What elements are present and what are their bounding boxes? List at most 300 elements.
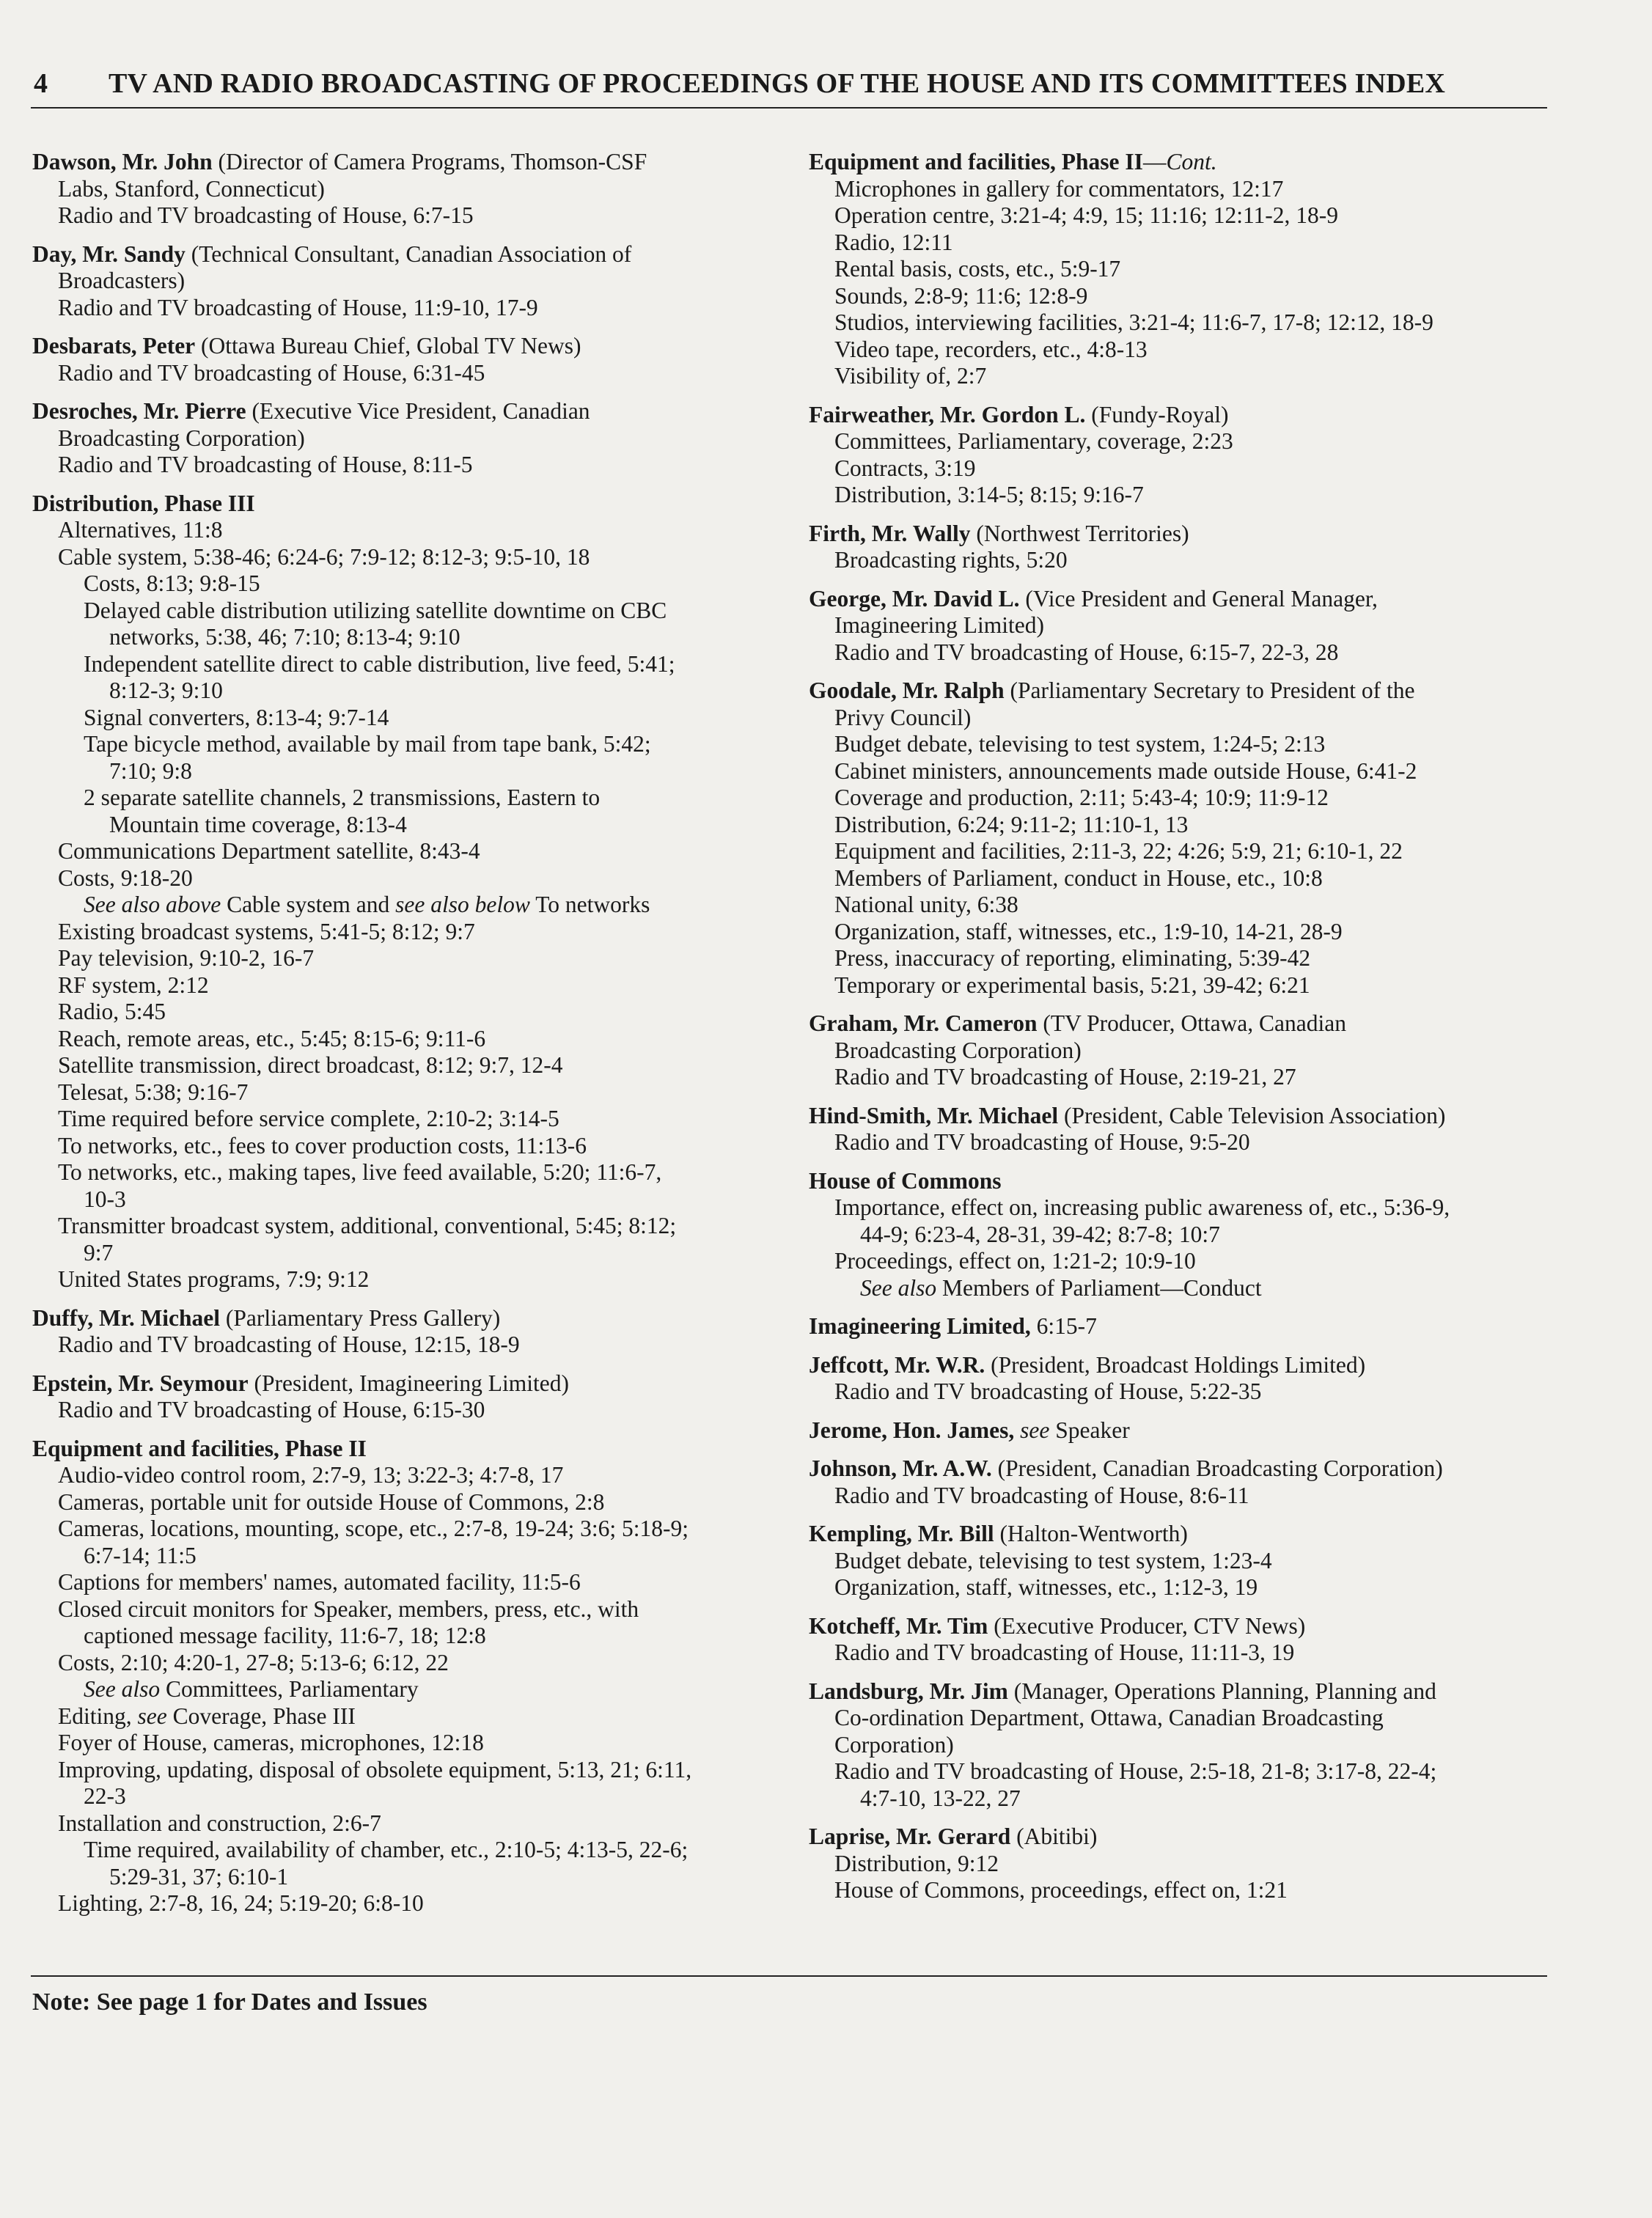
entry-subheading — [32, 731, 799, 758]
entry-text: Transmitter broadcast system, additional, conventional, 5:45; 8:12; — [58, 1213, 677, 1238]
entry-text: (Technical Consultant, Canadian Association of — [185, 240, 632, 267]
entry-text: 44-9; 6:23-4, 28-31, 39-42; 8:7-8; 10:7 — [860, 1221, 1220, 1247]
entry-text: 2 separate satellite channels, 2 transmissions, Eastern to — [84, 785, 601, 810]
entry-subheading — [809, 1639, 1575, 1667]
index-entry — [32, 398, 799, 479]
entry-text: Imagineering Limited) — [834, 612, 1045, 638]
entry-heading — [809, 1168, 1575, 1195]
entry-text: Co-ordination Department, Ottawa, Canadian Broadcasting — [834, 1705, 1384, 1730]
entry-text: Broadcasting Corporation) — [834, 1037, 1082, 1063]
entry-subheading — [32, 1864, 799, 1891]
entry-subheading — [32, 295, 799, 322]
entry-term: House of Commons — [809, 1167, 1002, 1194]
entry-text: Telesat, 5:38; 9:16-7 — [58, 1079, 249, 1105]
entry-text: Sounds, 2:8-9; 11:6; 12:8-9 — [834, 282, 1088, 309]
entry-text: (Northwest Territories) — [970, 520, 1189, 546]
entry-text: Broadcasting rights, 5:20 — [834, 547, 1068, 573]
entry-subheading — [32, 1650, 799, 1677]
entry-text: Costs, 8:13; 9:8-15 — [84, 570, 260, 596]
index-entry — [809, 677, 1575, 999]
entry-heading — [32, 149, 799, 176]
entry-subheading — [32, 1397, 799, 1424]
entry-text: Radio and TV broadcasting of House, 8:11-5 — [58, 452, 473, 477]
entry-subheading — [32, 1810, 799, 1837]
entry-subheading — [809, 892, 1575, 919]
entry-subheading — [32, 1623, 799, 1650]
entry-subheading — [32, 785, 799, 812]
entry-text: Radio and TV broadcasting of House, 6:15-30 — [58, 1397, 485, 1422]
entry-text: (Executive Producer, CTV News) — [988, 1612, 1306, 1639]
entry-subheading — [809, 1248, 1575, 1275]
entry-text: Organization, staff, witnesses, etc., 1:12-3, 19 — [834, 1574, 1258, 1600]
entry-heading — [809, 1613, 1575, 1640]
entry-text: Signal converters, 8:13-4; 9:7-14 — [84, 704, 389, 730]
entry-subheading — [809, 363, 1575, 390]
entry-subheading — [809, 1275, 1575, 1302]
index-entry — [809, 1417, 1575, 1444]
entry-subheading — [809, 1064, 1575, 1091]
entry-text: Distribution, 9:12 — [834, 1850, 999, 1876]
entry-subheading — [32, 919, 799, 946]
entry-text: Importance, effect on, increasing public awareness of, etc., 5:36-9, — [834, 1194, 1450, 1220]
entry-heading — [809, 1521, 1575, 1548]
index-entry — [809, 1103, 1575, 1156]
entry-text: (TV Producer, Ottawa, Canadian — [1037, 1010, 1346, 1036]
entry-text: Broadcasters) — [58, 268, 186, 293]
entry-subheading — [809, 1877, 1575, 1904]
index-entry — [809, 1455, 1575, 1509]
entry-term: Firth, Mr. Wally — [809, 520, 971, 546]
entry-text: Radio and TV broadcasting of House, 2:19-21, 27 — [834, 1064, 1296, 1090]
entry-text: Committees, Parliamentary, coverage, 2:23 — [834, 428, 1233, 454]
entry-subheading — [809, 945, 1575, 972]
index-entry — [809, 149, 1575, 390]
entry-text: Contracts, 3:19 — [834, 455, 976, 481]
entry-text: Distribution, 6:24; 9:11-2; 11:10-1, 13 — [834, 811, 1189, 837]
entry-text: Privy Council) — [834, 704, 972, 730]
index-entry — [32, 1305, 799, 1359]
entry-term: Desroches, Mr. Pierre — [32, 398, 246, 424]
entry-text: Broadcasting Corporation) — [58, 425, 305, 451]
entry-subheading — [32, 1703, 799, 1730]
entry-text: 8:12-3; 9:10 — [109, 677, 223, 703]
entry-subheading — [809, 256, 1575, 283]
entry-subheading — [32, 517, 799, 544]
entry-subheading — [809, 919, 1575, 946]
entry-heading — [32, 491, 799, 518]
entry-subheading — [32, 598, 799, 625]
entry-subheading — [32, 1106, 799, 1133]
entry-text: Radio and TV broadcasting of House, 12:15, 18-9 — [58, 1332, 520, 1357]
entry-text: 9:7 — [84, 1239, 114, 1266]
entry-subheading — [809, 865, 1575, 892]
entry-heading — [32, 398, 799, 425]
entry-text: House of Commons, proceedings, effect on, 1:21 — [834, 1877, 1288, 1903]
cross-reference: See also — [84, 1676, 161, 1702]
entry-subheading — [809, 1548, 1575, 1575]
index-entry — [32, 491, 799, 1293]
entry-term: Landsburg, Mr. Jim — [809, 1678, 1008, 1704]
entry-text: Corporation) — [834, 1731, 954, 1758]
entry-text: Radio and TV broadcasting of House, 6:7-15 — [58, 202, 474, 228]
entry-text: Radio and TV broadcasting of House, 6:15-7, 22-3, 28 — [834, 639, 1339, 665]
entry-text: (Parliamentary Press Gallery) — [220, 1304, 501, 1331]
entry-text: Radio and TV broadcasting of House, 9:5-20 — [834, 1129, 1250, 1155]
entry-subheading — [809, 455, 1575, 482]
entry-text: National unity, 6:38 — [834, 892, 1018, 917]
entry-term: Desbarats, Peter — [32, 333, 196, 359]
entry-subheading — [32, 945, 799, 972]
entry-text: Radio and TV broadcasting of House, 5:22-35 — [834, 1378, 1262, 1404]
entry-text: Time required, availability of chamber, etc., 2:10-5; 4:13-5, 22-6; — [84, 1837, 689, 1862]
entry-subheading — [809, 758, 1575, 785]
entry-text: To networks, etc., making tapes, live feed available, 5:20; 11:6-7, — [58, 1159, 662, 1185]
entry-term: Jeffcott, Mr. W.R. — [809, 1351, 985, 1378]
entry-text: Video tape, recorders, etc., 4:8-13 — [834, 336, 1148, 362]
entry-heading — [32, 1436, 799, 1463]
entry-heading — [809, 402, 1575, 429]
entry-term: Epstein, Mr. Seymour — [32, 1370, 249, 1396]
cross-reference: see — [137, 1703, 167, 1729]
cross-reference: See also — [860, 1274, 937, 1301]
footer-note: Note: See page 1 for Dates and Issues — [32, 1989, 427, 2016]
entry-text: (Halton-Wentworth) — [994, 1521, 1188, 1546]
entry-text: Costs, 9:18-20 — [58, 864, 193, 891]
entry-heading — [809, 1352, 1575, 1379]
entry-subheading — [809, 1222, 1575, 1249]
entry-subheading — [809, 482, 1575, 509]
entry-text: Existing broadcast systems, 5:41-5; 8:12; 9:7 — [58, 918, 475, 944]
cross-reference: Cont. — [1166, 149, 1217, 175]
entry-term: Johnson, Mr. A.W. — [809, 1455, 992, 1481]
entry-subheading — [809, 309, 1575, 337]
entry-term: Day, Mr. Sandy — [32, 240, 186, 267]
entry-heading — [32, 241, 799, 268]
entry-subheading — [809, 812, 1575, 839]
entry-text: Organization, staff, witnesses, etc., 1:9-10, 14-21, 28-9 — [834, 918, 1343, 944]
entry-text: Editing, — [58, 1703, 138, 1729]
entry-subheading — [809, 283, 1575, 310]
entry-text: 6:15-7 — [1030, 1313, 1097, 1339]
entry-subheading — [809, 547, 1575, 574]
entry-text: Radio and TV broadcasting of House, 2:5-18, 21-8; 3:17-8, 22-4; — [834, 1758, 1437, 1784]
entry-subheading — [32, 1462, 799, 1489]
entry-text: 7:10; 9:8 — [109, 757, 192, 784]
entry-subheading — [809, 612, 1575, 639]
entry-subheading — [809, 1705, 1575, 1732]
index-entry — [809, 1313, 1575, 1340]
entry-text: 6:7-14; 11:5 — [84, 1542, 197, 1568]
entry-text: Costs, 2:10; 4:20-1, 27-8; 5:13-6; 6:12, 22 — [58, 1649, 449, 1675]
entry-term: Jerome, Hon. James, — [809, 1417, 1015, 1443]
entry-text: Satellite transmission, direct broadcast, 8:12; 9:7, 12-4 — [58, 1052, 563, 1078]
entry-term: Equipment and facilities, Phase II — [32, 1435, 367, 1461]
entry-subheading — [32, 812, 799, 839]
entry-text: Operation centre, 3:21-4; 4:9, 15; 11:16; 12:11-2, 18-9 — [834, 202, 1339, 228]
entry-text: United States programs, 7:9; 9:12 — [58, 1266, 370, 1292]
entry-text: (President, Broadcast Holdings Limited) — [985, 1351, 1366, 1378]
entry-text: (President, Canadian Broadcasting Corporation) — [991, 1455, 1443, 1481]
entry-subheading — [32, 865, 799, 892]
index-entry — [809, 402, 1575, 509]
cross-reference: See also above — [84, 892, 221, 917]
entry-heading — [32, 333, 799, 360]
entry-subheading — [809, 176, 1575, 203]
entry-text: Microphones in gallery for commentators, 12:17 — [834, 175, 1284, 202]
index-entry — [809, 1352, 1575, 1406]
entry-subheading — [32, 176, 799, 203]
entry-text: Members of Parliament, conduct in House, etc., 10:8 — [834, 864, 1323, 891]
entry-text: — — [1142, 149, 1167, 175]
entry-subheading — [809, 428, 1575, 455]
entry-term: Goodale, Mr. Ralph — [809, 677, 1005, 703]
entry-text: 4:7-10, 13-22, 27 — [860, 1785, 1021, 1811]
entry-subheading — [809, 1785, 1575, 1813]
entry-subheading — [32, 1757, 799, 1784]
entry-text: Radio and TV broadcasting of House, 11:11-3, 19 — [834, 1639, 1295, 1665]
entry-text: Proceedings, effect on, 1:21-2; 10:9-10 — [834, 1248, 1196, 1274]
entry-heading — [809, 677, 1575, 705]
entry-term: Laprise, Mr. Gerard — [809, 1824, 1011, 1849]
entry-text: (Parliamentary Secretary to President of the — [1004, 677, 1415, 703]
entry-term: George, Mr. David L. — [809, 585, 1020, 612]
entry-text: Press, inaccuracy of reporting, eliminating, 5:39-42 — [834, 945, 1311, 971]
entry-subheading — [809, 639, 1575, 666]
index-entry — [809, 1521, 1575, 1601]
entry-term: Fairweather, Mr. Gordon L. — [809, 401, 1086, 427]
entry-text: captioned message facility, 11:6-7, 18; 12:8 — [84, 1623, 486, 1648]
entry-text: Alternatives, 11:8 — [58, 517, 223, 543]
entry-term: Equipment and facilities, Phase II — [809, 149, 1143, 175]
entry-subheading — [32, 892, 799, 919]
entry-text: Labs, Stanford, Connecticut) — [58, 175, 325, 202]
entry-text: networks, 5:38, 46; 7:10; 8:13-4; 9:10 — [109, 624, 460, 650]
entry-heading — [32, 1370, 799, 1398]
entry-text: Cable system, 5:38-46; 6:24-6; 7:9-12; 8:12-3; 9:5-10, 18 — [58, 543, 590, 570]
entry-text: Budget debate, televising to test system, 1:24-5; 2:13 — [834, 731, 1326, 757]
running-header — [34, 67, 1546, 106]
index-column-left — [32, 149, 799, 1929]
entry-heading — [32, 1305, 799, 1332]
entry-text: Cable system and — [221, 892, 396, 917]
index-column-right — [809, 149, 1575, 1916]
entry-subheading — [32, 1569, 799, 1596]
entry-subheading — [809, 1038, 1575, 1065]
index-entry — [32, 1436, 799, 1917]
index-entry — [809, 1824, 1575, 1904]
entry-subheading — [32, 1079, 799, 1106]
entry-text: Independent satellite direct to cable distribution, live feed, 5:41; — [84, 650, 675, 677]
entry-subheading — [32, 1240, 799, 1267]
entry-text: 5:29-31, 37; 6:10-1 — [109, 1863, 289, 1890]
index-entry — [809, 586, 1575, 666]
entry-text: Equipment and facilities, 2:11-3, 22; 4:26; 5:9, 21; 6:10-1, 22 — [834, 838, 1403, 864]
entry-heading — [809, 1010, 1575, 1038]
entry-text: (Executive Vice President, Canadian — [246, 398, 590, 424]
index-entry — [32, 1370, 799, 1424]
entry-text: Lighting, 2:7-8, 16, 24; 5:19-20; 6:8-10 — [58, 1890, 424, 1916]
entry-subheading — [809, 229, 1575, 257]
entry-subheading — [32, 1026, 799, 1053]
entry-text: (Manager, Operations Planning, Planning and — [1007, 1678, 1436, 1704]
entry-subheading — [32, 268, 799, 295]
entry-term: Graham, Mr. Cameron — [809, 1010, 1038, 1036]
entry-heading — [809, 149, 1575, 176]
entry-text: Radio, 5:45 — [58, 999, 166, 1024]
entry-subheading — [32, 651, 799, 678]
index-entry — [32, 333, 799, 386]
entry-subheading — [32, 1213, 799, 1240]
entry-subheading — [809, 1378, 1575, 1406]
entry-text: Members of Parliament—Conduct — [936, 1274, 1262, 1301]
entry-subheading — [32, 999, 799, 1026]
entry-text: 22-3 — [84, 1783, 126, 1809]
entry-heading — [809, 1678, 1575, 1705]
entry-term: Imagineering Limited, — [809, 1313, 1031, 1339]
entry-subheading — [32, 705, 799, 732]
entry-subheading — [32, 570, 799, 598]
cross-reference: see — [1020, 1417, 1050, 1443]
index-entry — [32, 241, 799, 322]
entry-text: Radio, 12:11 — [834, 229, 953, 255]
entry-term: Kempling, Mr. Bill — [809, 1521, 994, 1546]
entry-text: Committees, Parliamentary — [160, 1676, 419, 1702]
entry-subheading — [809, 337, 1575, 364]
index-entry — [32, 149, 799, 229]
entry-text: Tape bicycle method, available by mail from tape bank, 5:42; — [84, 731, 651, 757]
entry-subheading — [809, 1851, 1575, 1878]
entry-text: Studios, interviewing facilities, 3:21-4; 11:6-7, 17-8; 12:12, 18-9 — [834, 309, 1433, 335]
entry-subheading — [809, 1732, 1575, 1759]
entry-subheading — [809, 1483, 1575, 1510]
entry-term: Duffy, Mr. Michael — [32, 1304, 221, 1331]
entry-subheading — [32, 452, 799, 479]
entry-subheading — [32, 1159, 799, 1186]
entry-heading — [809, 1417, 1575, 1444]
entry-term: Distribution, Phase III — [32, 490, 255, 516]
entry-subheading — [809, 1758, 1575, 1785]
entry-subheading — [809, 1194, 1575, 1222]
entry-text: Speaker — [1049, 1417, 1130, 1443]
entry-subheading — [809, 785, 1575, 812]
entry-text: (Fundy-Royal) — [1085, 401, 1229, 427]
entry-subheading — [809, 1574, 1575, 1601]
entry-text: Time required before service complete, 2:10-2; 3:14-5 — [58, 1106, 559, 1131]
index-entry — [809, 1168, 1575, 1302]
entry-subheading — [809, 972, 1575, 999]
entry-text: Communications Department satellite, 8:43-4 — [58, 838, 480, 864]
entry-text: Rental basis, costs, etc., 5:9-17 — [834, 256, 1121, 282]
entry-text: Coverage and production, 2:11; 5:43-4; 10:9; 11:9-12 — [834, 785, 1329, 810]
entry-text: Radio and TV broadcasting of House, 8:6-11 — [834, 1482, 1249, 1508]
entry-text: Coverage, Phase III — [166, 1703, 356, 1729]
entry-text: (Director of Camera Programs, Thomson-CSF — [212, 149, 647, 175]
entry-heading — [809, 586, 1575, 613]
entry-subheading — [32, 202, 799, 229]
entry-text: Reach, remote areas, etc., 5:45; 8:15-6; 9:11-6 — [58, 1025, 486, 1051]
entry-subheading — [32, 1596, 799, 1623]
entry-subheading — [32, 1052, 799, 1079]
entry-text: Cameras, locations, mounting, scope, etc., 2:7-8, 19-24; 3:6; 5:18-9; — [58, 1516, 689, 1541]
entry-text: (Ottawa Bureau Chief, Global TV News) — [195, 333, 581, 359]
entry-text: Radio and TV broadcasting of House, 6:31-45 — [58, 359, 485, 386]
entry-subheading — [32, 1489, 799, 1516]
entry-subheading — [32, 1837, 799, 1864]
entry-text: Pay television, 9:10-2, 16-7 — [58, 945, 315, 971]
entry-term: Dawson, Mr. John — [32, 149, 213, 175]
entry-subheading — [809, 731, 1575, 758]
running-head-title: TV AND RADIO BROADCASTING OF PROCEEDINGS OF THE HOUSE AND ITS COMMITTEES INDEX — [109, 68, 1446, 99]
entry-text: To networks, etc., fees to cover production costs, 11:13-6 — [58, 1132, 587, 1158]
entry-subheading — [32, 972, 799, 999]
footer-rule — [31, 1975, 1547, 1977]
entry-text: 10-3 — [84, 1186, 126, 1212]
entry-text: Distribution, 3:14-5; 8:15; 9:16-7 — [834, 482, 1144, 507]
entry-text — [1014, 1417, 1020, 1443]
entry-subheading — [32, 758, 799, 785]
entry-text: Radio and TV broadcasting of House, 11:9-10, 17-9 — [58, 294, 538, 320]
header-rule — [31, 107, 1547, 109]
entry-heading — [809, 1103, 1575, 1130]
entry-subheading — [809, 705, 1575, 732]
entry-subheading — [32, 1783, 799, 1810]
entry-term: Hind-Smith, Mr. Michael — [809, 1102, 1059, 1128]
entry-subheading — [32, 1266, 799, 1293]
entry-text: Mountain time coverage, 8:13-4 — [109, 811, 407, 837]
entry-subheading — [32, 838, 799, 865]
entry-subheading — [32, 1186, 799, 1213]
entry-text: Visibility of, 2:7 — [834, 363, 987, 389]
entry-subheading — [32, 1676, 799, 1703]
entry-subheading — [809, 838, 1575, 865]
entry-subheading — [32, 1543, 799, 1570]
entry-subheading — [809, 1129, 1575, 1156]
entry-heading — [809, 1313, 1575, 1340]
entry-subheading — [809, 202, 1575, 229]
entry-text: Cameras, portable unit for outside House of Commons, 2:8 — [58, 1488, 605, 1515]
cross-reference: see also below — [395, 892, 530, 917]
entry-text: Cabinet ministers, announcements made outside House, 6:41-2 — [834, 757, 1417, 784]
entry-heading — [809, 1824, 1575, 1851]
entry-text: Installation and construction, 2:6-7 — [58, 1810, 381, 1836]
entry-subheading — [32, 425, 799, 452]
entry-text: (Vice President and General Manager, — [1019, 585, 1378, 612]
entry-subheading — [32, 1516, 799, 1543]
entry-text: Budget debate, televising to test system, 1:23-4 — [834, 1547, 1272, 1573]
entry-term: Kotcheff, Mr. Tim — [809, 1612, 988, 1639]
index-entry — [809, 1678, 1575, 1813]
entry-text: Foyer of House, cameras, microphones, 12:18 — [58, 1730, 484, 1755]
entry-subheading — [32, 677, 799, 705]
entry-subheading — [32, 1332, 799, 1359]
entry-subheading — [32, 1133, 799, 1160]
entry-subheading — [32, 544, 799, 571]
entry-heading — [809, 1455, 1575, 1483]
entry-text: Captions for members' names, automated facility, 11:5-6 — [58, 1569, 581, 1595]
entry-text: Audio-video control room, 2:7-9, 13; 3:22-3; 4:7-8, 17 — [58, 1462, 564, 1488]
entry-text: To networks — [529, 892, 650, 917]
entry-text: Temporary or experimental basis, 5:21, 39-42; 6:21 — [834, 972, 1310, 998]
index-entry — [809, 1010, 1575, 1091]
entry-text: Closed circuit monitors for Speaker, members, press, etc., with — [58, 1595, 639, 1622]
entry-subheading — [32, 1730, 799, 1757]
entry-text: Delayed cable distribution utilizing satellite downtime on CBC — [84, 597, 667, 623]
entry-heading — [809, 521, 1575, 548]
entry-subheading — [32, 624, 799, 651]
entry-text: (President, Imagineering Limited) — [248, 1370, 569, 1396]
index-entry — [809, 1613, 1575, 1667]
entry-subheading — [32, 1890, 799, 1917]
